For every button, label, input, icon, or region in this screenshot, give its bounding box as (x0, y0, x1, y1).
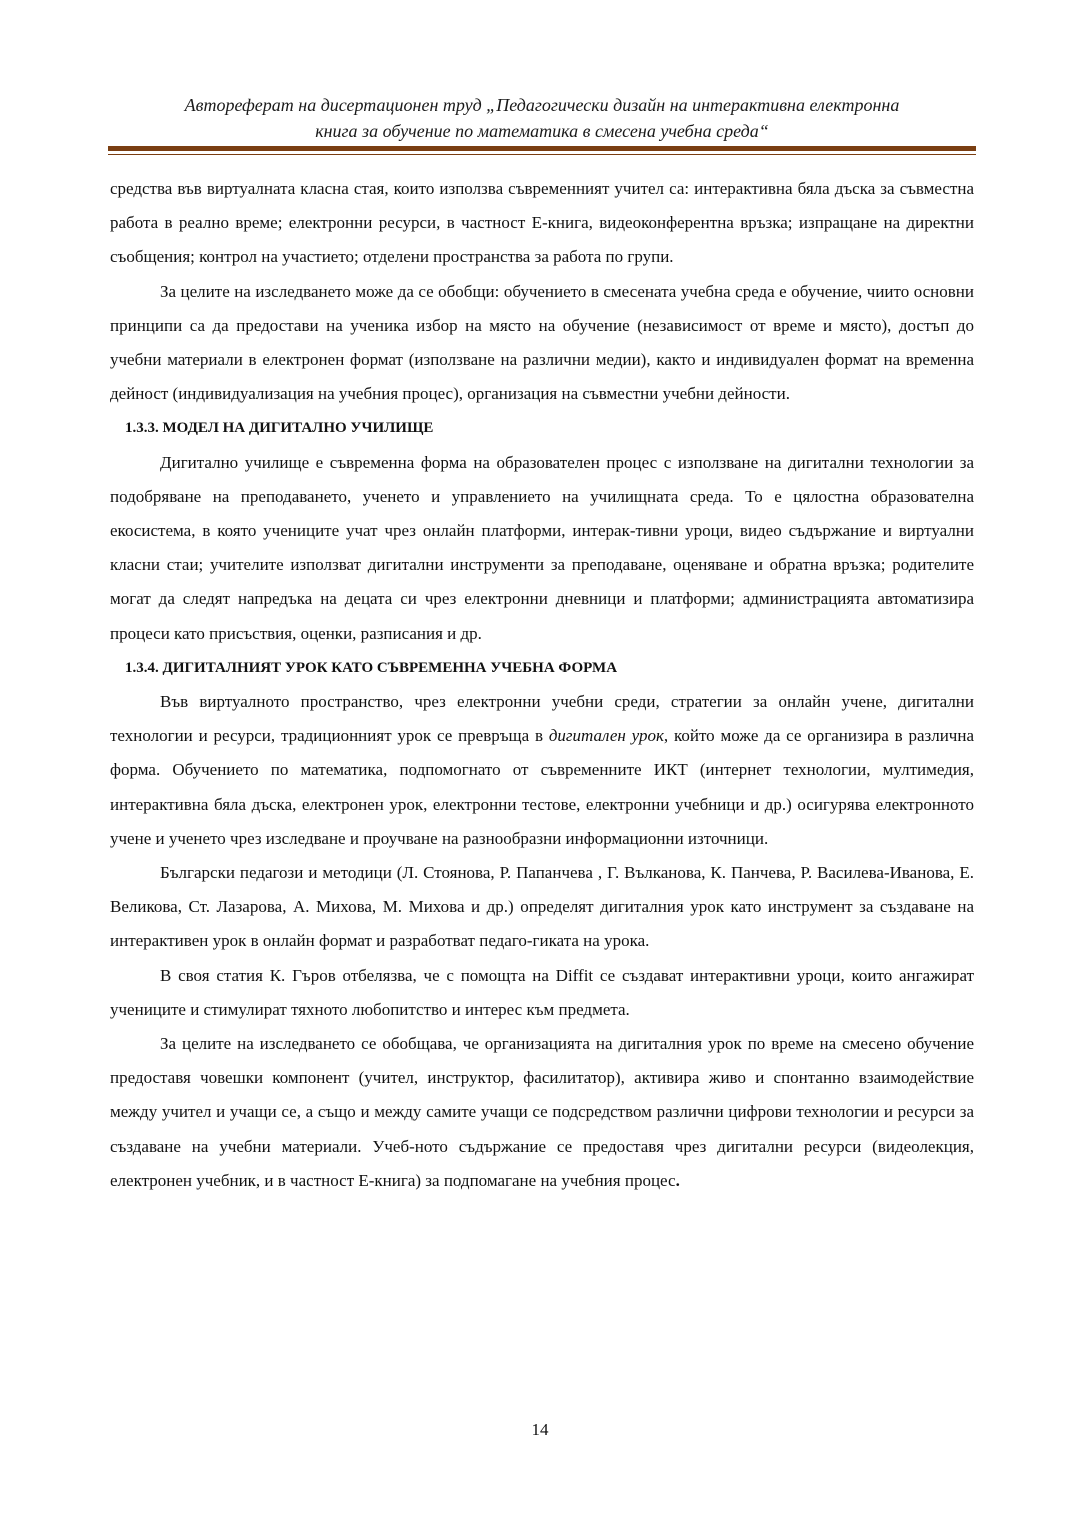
running-header (108, 92, 976, 144)
paragraph-diffit-article: В своя статия К. Гъров отбелязва, че с помощта на Diffit се създават интерактивни уроци, които ангажират учениците и стимулират тяхното любопитство и интерес към предмета. (110, 965, 974, 1019)
page-body (110, 172, 974, 1198)
paragraph-research-summary-end: . (675, 1170, 680, 1190)
page-number: 14 (531, 1420, 549, 1439)
paragraph-digital-lesson-part-1: Във виртуалното пространство, чрез електронни учебни среди, стратегии за онлайн учене, дигитални технологии и ресурси, традиционният урок се превръща в (110, 692, 974, 746)
running-header-line-2: книга за обучение по математика в смесена учебна среда“ (315, 121, 769, 141)
running-header-line-1: Автореферат на дисертационен труд „Педагогически дизайн на интерактивна електронна (184, 95, 900, 115)
paragraph-bulgarian-pedagogues: Български педагози и методици (Л. Стоянова, Р. Папанчева , Г. Вълканова, К. Панчева, Р. Василева-Иванова, Е. Великова, Ст. Лазарова, А. Михова, М. Михова и др.) определят дигиталния урок като инструмент за създаване на интерактивен урок в онлайн формат и разработват педаго-гиката на урока. (110, 863, 974, 951)
paragraph-digital-lesson (110, 685, 974, 856)
section-heading-digital-lesson: 1.3.4. ДИГИТАЛНИЯТ УРОК КАТО СЪВРЕМЕННА УЧЕБНА ФОРМА (125, 659, 618, 676)
paragraph-research-summary-text: За целите на изследването се обобщава, че организацията на дигиталния урок по време на смесено обучение предоставя човешки компонент (учител, инструктор, фасилитатор), активира живо и спонтанно взаимодействие между учител и учащи се, а също и между самите учащи се подсредством различни цифрови технологии и ресурси за създаване на учебни материали. Учеб-ното съдържание се предоставя чрез дигитални ресурси (видеолекция, електронен учебник, и в частност Е-книга) за подпомагане на учебния процес (110, 1034, 974, 1190)
header-rule-thin (108, 154, 976, 155)
paragraph-research-summary (110, 1027, 974, 1198)
emphasis-digital-lesson: дигитален урок (548, 726, 664, 746)
paragraph-virtual-classroom-tools: средства във виртуалната класна стая, които използва съвременният учител са: интерактивна бяла дъска за съвместна работа в реално време; електронни ресурси, в частност Е-книга, видеоконферентна връзка; изпращане на директни съобщения; контрол на участието; отделени пространства за работа по групи. (110, 179, 974, 267)
header-rule-thick (108, 146, 976, 151)
paragraph-blended-learning-summary: За целите на изследването може да се обобщи: обучението в смесената учебна среда е обучение, чиито основни принципи са да предостави на ученика избор на място на обучение (независимост от време и място), достъп до учебни материали в електронен формат (използване на различни медии), както и индивидуален формат на временна дейност (индивидуализация на учебния процес), организация на съвместни учебни дейности. (110, 281, 974, 404)
section-heading-digital-school: 1.3.3. МОДЕЛ НА ДИГИТАЛНО УЧИЛИЩЕ (125, 420, 434, 437)
paragraph-digital-lesson-part-2: , който може да се организира в различна форма. Обучението по математика, подпомогнато от съвременните ИКТ (интернет технологии, мултимедия, интерактивна бяла дъска, електронен урок, електронни тестове, електронни учебници и др.) осигурява електронното учене и ученето чрез изследване и проучване на разнообразни информационни източници. (110, 726, 974, 848)
paragraph-digital-school: Дигитално училище е съвременна форма на образователен процес с използване на дигитални технологии за подобряване на преподаването, ученето и управлението на училищната среда. То е цялостна образователна екосистема, в която учениците учат чрез онлайн платформи, интерак-тивни уроци, видео съдържание и виртуални класни стаи; учителите използват дигитални инструменти за преподаване, оценяване и обратна връзка; родителите могат да следят напредъка на децата си чрез електронни дневници и платформи; администрацията автоматизира процеси като присъствия, оценки, разписания и др. (110, 452, 974, 643)
